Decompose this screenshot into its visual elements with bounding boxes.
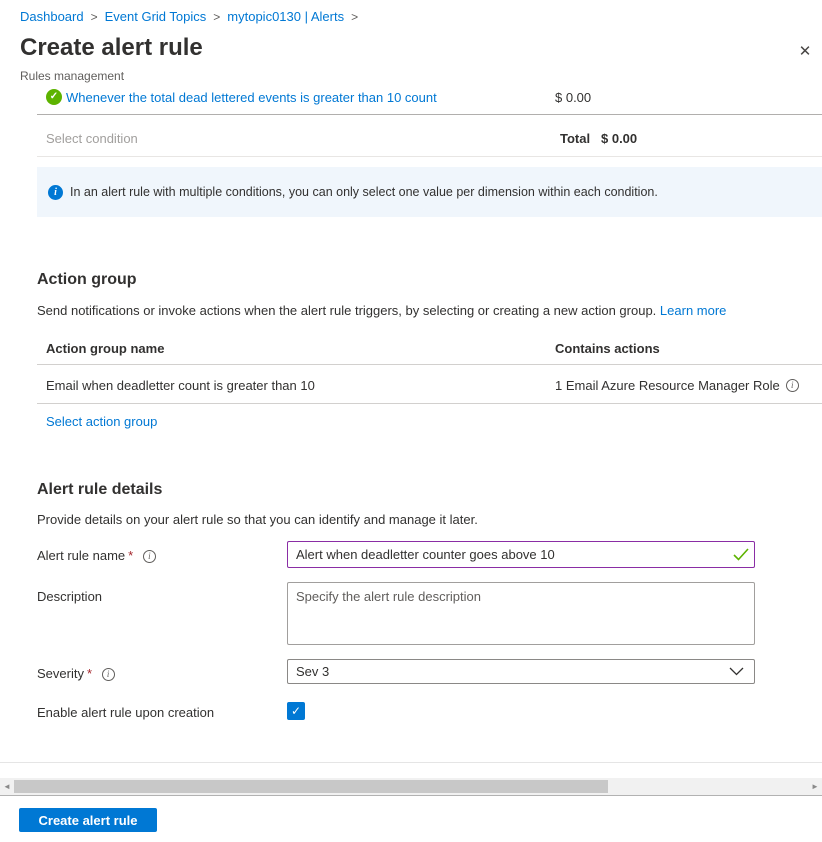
select-action-group-link[interactable]: Select action group	[46, 414, 158, 429]
info-tooltip-icon[interactable]: i	[102, 668, 115, 681]
condition-valid-check-icon: ✓	[46, 89, 62, 105]
chevron-down-icon	[729, 667, 744, 676]
total-cost-value: $ 0.00	[601, 131, 638, 146]
breadcrumb-dashboard[interactable]: Dashboard	[20, 9, 84, 24]
severity-label-text: Severity	[37, 666, 84, 681]
breadcrumb-event-grid-topics[interactable]: Event Grid Topics	[104, 9, 207, 24]
divider	[37, 364, 822, 365]
learn-more-link[interactable]: Learn more	[659, 303, 727, 318]
divider	[0, 795, 822, 796]
scrollbar-right-arrow-icon[interactable]: ►	[808, 778, 822, 795]
create-alert-rule-button[interactable]: Create alert rule	[19, 808, 157, 832]
description-textarea[interactable]	[287, 582, 755, 645]
info-banner	[37, 167, 822, 217]
condition-link[interactable]: Whenever the total dead lettered events is greater than 10 count	[66, 90, 437, 105]
severity-label	[37, 666, 115, 681]
info-banner-text: In an alert rule with multiple conditions, you can only select one value per dimension within each condition.	[70, 185, 658, 199]
total-label: Total	[560, 131, 591, 146]
alert-rule-name-input[interactable]	[287, 541, 755, 568]
scrollbar-thumb[interactable]	[14, 780, 608, 793]
page-title: Create alert rule	[20, 34, 203, 61]
column-header-contains-actions: Contains actions	[555, 341, 660, 356]
action-group-heading: Action group	[37, 271, 137, 288]
select-condition-placeholder[interactable]: Select condition	[46, 131, 138, 146]
breadcrumb-separator: >	[213, 10, 221, 24]
severity-dropdown[interactable]	[287, 659, 755, 684]
close-icon[interactable]: ✕	[794, 41, 816, 63]
divider	[37, 156, 822, 157]
divider	[37, 403, 822, 404]
divider	[37, 114, 822, 115]
breadcrumb-separator: >	[90, 10, 98, 24]
breadcrumb	[20, 9, 365, 24]
info-tooltip-icon[interactable]: i	[143, 550, 156, 563]
action-group-description	[37, 303, 726, 318]
page-subtitle: Rules management	[20, 69, 125, 83]
table-row-action-group-name: Email when deadletter count is greater than 10	[46, 378, 315, 393]
scrollbar-left-arrow-icon[interactable]: ◄	[0, 778, 14, 795]
severity-selected-value: Sev 3	[296, 664, 330, 679]
breadcrumb-separator: >	[351, 10, 359, 24]
enable-alert-rule-label: Enable alert rule upon creation	[37, 705, 215, 720]
enable-alert-rule-checkbox[interactable]: ✓	[287, 702, 305, 720]
alert-rule-details-heading: Alert rule details	[37, 481, 163, 498]
action-group-description-text: Send notifications or invoke actions when the alert rule triggers, by selecting or creating a new action group.	[37, 303, 657, 318]
divider	[0, 762, 822, 763]
alert-rule-name-label-text: Alert rule name	[37, 548, 126, 563]
required-asterisk: *	[128, 548, 134, 563]
description-label: Description	[37, 589, 103, 604]
alert-rule-details-description: Provide details on your alert rule so that you can identify and manage it later.	[37, 512, 478, 527]
condition-cost: $ 0.00	[555, 90, 592, 105]
column-header-action-group-name: Action group name	[46, 341, 165, 356]
contains-actions-text: 1 Email Azure Resource Manager Role	[555, 378, 780, 393]
alert-rule-name-label	[37, 548, 156, 563]
table-row-contains-actions	[555, 378, 799, 393]
info-icon: i	[48, 185, 63, 200]
info-tooltip-icon[interactable]: i	[786, 379, 799, 392]
breadcrumb-mytopic-alerts[interactable]: mytopic0130 | Alerts	[227, 9, 345, 24]
required-asterisk: *	[86, 666, 93, 681]
